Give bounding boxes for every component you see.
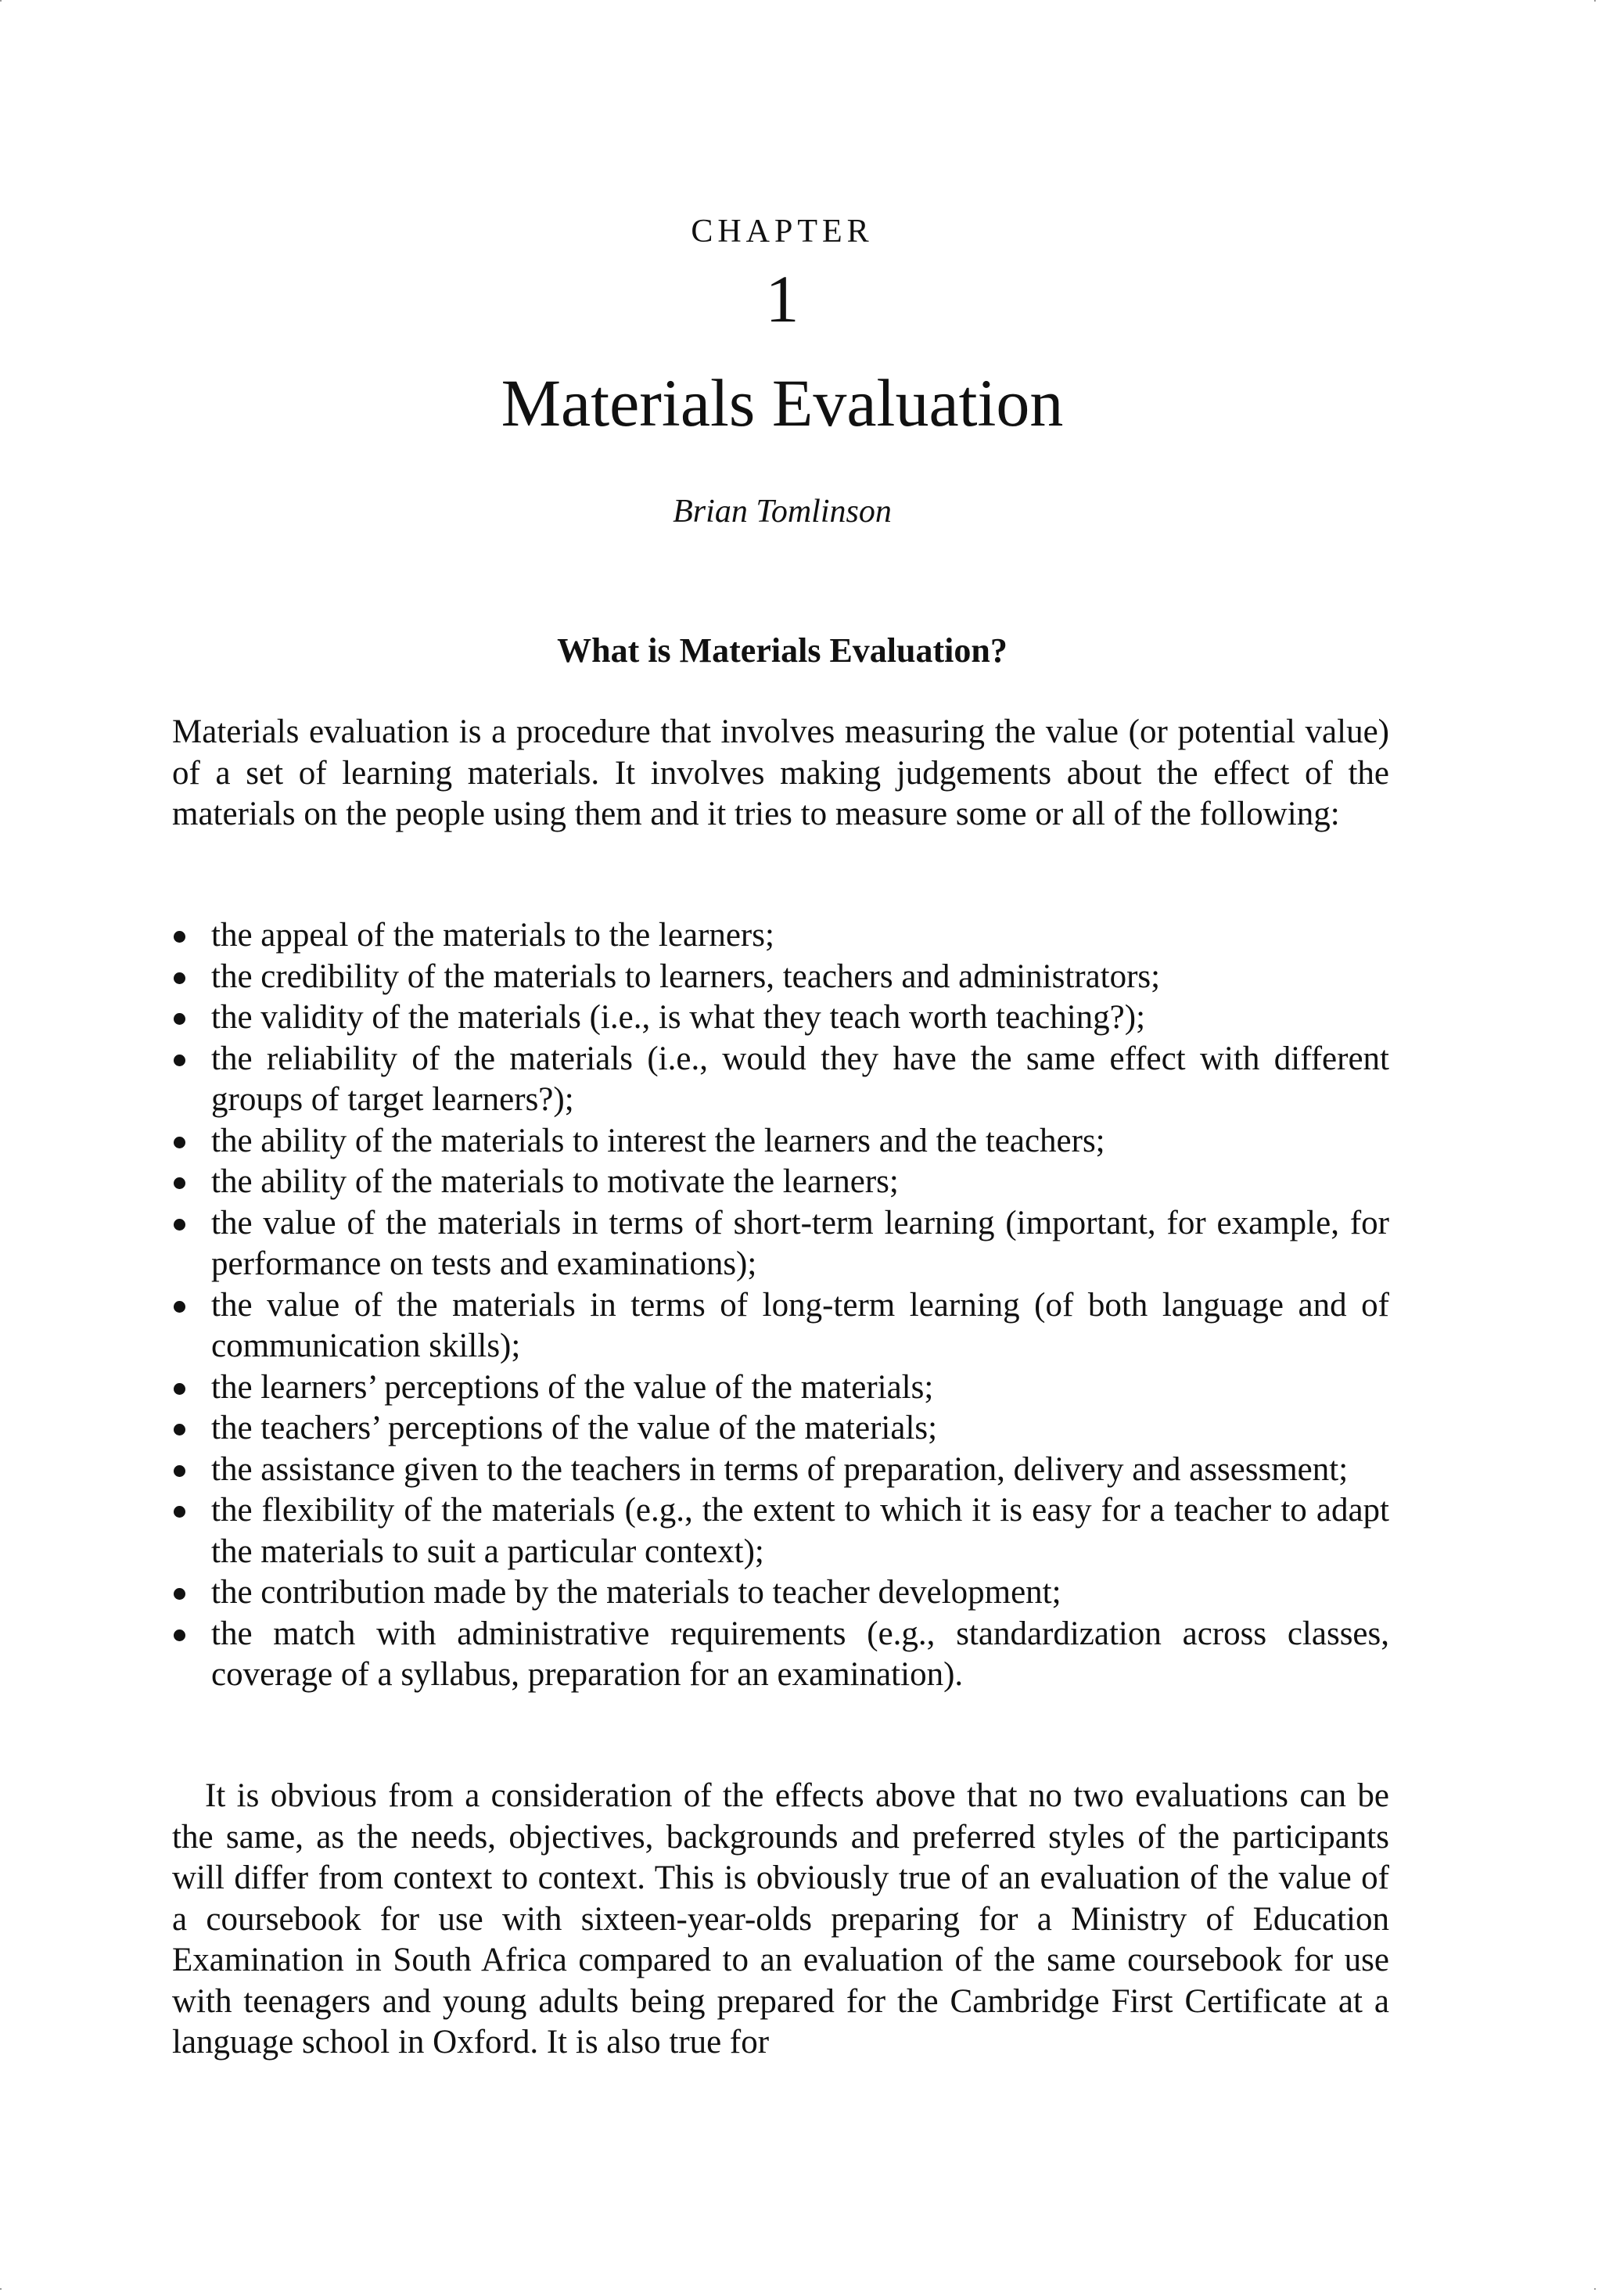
list-item xyxy=(172,997,1389,1039)
criteria-list xyxy=(172,915,1389,1696)
bullet-icon xyxy=(174,1588,185,1600)
bullet-icon xyxy=(174,931,185,943)
list-item-text: the validity of the materials (i.e., is what they teach worth teaching?); xyxy=(211,999,1146,1036)
bullet-icon xyxy=(174,1506,185,1518)
bullet-icon xyxy=(174,1383,185,1395)
list-item xyxy=(172,1450,1389,1491)
list-item xyxy=(172,957,1389,998)
list-item xyxy=(172,1121,1389,1162)
list-item xyxy=(172,1614,1389,1696)
chapter-label: CHAPTER xyxy=(691,214,874,250)
list-item-text: the reliability of the materials (i.e., would they have the same effect with different groups of target learners?); xyxy=(211,1040,1389,1118)
list-item xyxy=(172,1408,1389,1450)
bullet-icon xyxy=(174,1301,185,1313)
list-item xyxy=(172,1490,1389,1572)
crop-mark-bottom-right xyxy=(1594,2288,1602,2296)
author-name: Brian Tomlinson xyxy=(673,494,892,530)
list-item xyxy=(172,915,1389,957)
list-item-text: the value of the materials in terms of long-term learning (of both language and of communication skills); xyxy=(211,1286,1389,1364)
list-item-text: the appeal of the materials to the learners; xyxy=(211,917,774,954)
list-item xyxy=(172,1162,1389,1203)
crop-mark-bottom-left xyxy=(0,2288,8,2296)
chapter-title: Materials Evaluation xyxy=(501,365,1064,440)
bullet-icon xyxy=(174,1055,185,1066)
list-item xyxy=(172,1039,1389,1121)
list-item xyxy=(172,1285,1389,1367)
bullet-icon xyxy=(174,1013,185,1025)
list-item-text: the flexibility of the materials (e.g., the extent to which it is easy for a teacher to adapt the materials to suit a particular context); xyxy=(211,1492,1389,1570)
list-item-text: the teachers’ perceptions of the value of the materials; xyxy=(211,1410,938,1446)
bullet-icon xyxy=(174,1629,185,1641)
bullet-icon xyxy=(174,1219,185,1231)
list-item-text: the learners’ perceptions of the value of the materials; xyxy=(211,1368,934,1406)
list-item-text: the ability of the materials to motivate the learners; xyxy=(211,1163,899,1200)
list-item-text: the credibility of the materials to learners, teachers and administrators; xyxy=(211,958,1161,995)
section-heading: What is Materials Evaluation? xyxy=(557,631,1008,670)
list-item xyxy=(172,1367,1389,1409)
chapter-number: 1 xyxy=(765,261,799,336)
list-item-text: the match with administrative requirements (e.g., standardization across classes, coverage of a syllabus, preparation for an examination). xyxy=(211,1615,1389,1693)
crop-mark-top-right xyxy=(1594,0,1602,8)
bullet-icon xyxy=(174,1177,185,1189)
bullet-icon xyxy=(174,1465,185,1477)
list-item-text: the assistance given to the teachers in terms of preparation, delivery and assessment; xyxy=(211,1450,1349,1488)
body-paragraph: It is obvious from a consideration of the effects above that no two evaluations can be the same, as the needs, objectives, backgrounds and preferred styles of the participants will differ from context to context. This is obviously true of an evaluation of the value of a coursebook for use with sixteen-year-olds preparing for a Ministry of Education Examination in South Africa compared to an evaluation of the same coursebook for use with teenagers and young adults being prepared for the Cambridge First Certificate at a language school in Oxford. It is also true for xyxy=(172,1777,1389,2061)
list-item-text: the value of the materials in terms of short-term learning (important, for example, for performance on tests and examinations); xyxy=(211,1204,1389,1282)
list-item xyxy=(172,1203,1389,1285)
list-item-text: the ability of the materials to interest the learners and the teachers; xyxy=(211,1122,1105,1159)
list-item-text: the contribution made by the materials to teacher development; xyxy=(211,1574,1061,1611)
list-item xyxy=(172,1572,1389,1614)
intro-paragraph: Materials evaluation is a procedure that involves measuring the value (or potential value) of a set of learning materials. It involves making judgements about the effect of the materials on the people using them and it tries to measure some or all of the following: xyxy=(172,713,1389,832)
bullet-icon xyxy=(174,1137,185,1148)
bullet-icon xyxy=(174,972,185,984)
crop-mark-top-left xyxy=(0,0,8,8)
bullet-icon xyxy=(174,1424,185,1435)
